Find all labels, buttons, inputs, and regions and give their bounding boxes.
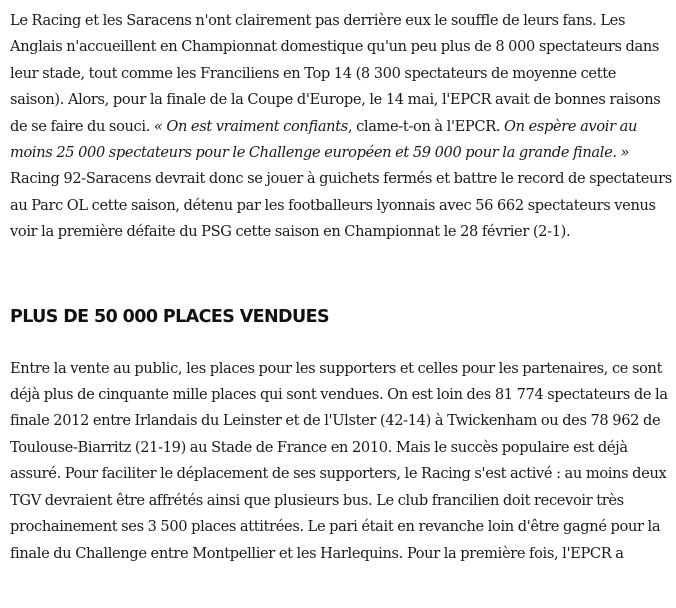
section-heading: PLUS DE 50 000 PLACES VENDUES	[10, 306, 329, 327]
paragraph-ticket-sales: Entre la vente au public, les places pour les supporters et celles pour les partenaires, ce sont déjà plus de cinquante mille places qui sont vendues. On est loin des 81 774 spectateurs de la finale 2012 entre Irlandais du Leinster et de l'Ulster (42-14) à Twickenham ou des 78 962 de Toulouse-Biarritz (21-19) au Stade de France en 2010. Mais le succès populaire est déjà assuré. Pour faciliter le déplacement de ses supporters, le Racing s'est activé : au moins deux TGV devraient être affrétés ainsi que plusieurs bus. Le club francilien doit recevoir très prochainement ses 3 500 places attitrées. Le pari était en revanche loin d'être gagné pour la finale du Challenge entre Montpellier et les Harlequins. Pour la première fois, l'EPCR a	[10, 359, 668, 562]
quote-text: « On est vraiment confiants	[153, 117, 348, 135]
paragraph-fans	[10, 0, 672, 246]
article-body	[10, 0, 672, 567]
quote-text: On espère avoir au moins 25 000 spectateurs pour le Challenge européen et 59 000 pour la grande finale. »	[10, 117, 637, 162]
paragraph-text: , clame-t-on à l'EPCR.	[347, 117, 505, 135]
paragraph-text: Le Racing et les Saracens n'ont clairement pas derrière eux le souffle de leurs fans. Les Anglais n'accueillent en Championnat domestique qu'un peu plus de 8 000 spectateurs dans leur stade, tout comme les Franciliens en Top 14 (8 300 spectateurs de moyenne cette saison). Alors, pour la finale de la Coupe d'Europe, le 14 mai, l'EPCR avait de bonnes raisons de se faire du souci.	[10, 12, 661, 135]
paragraph-text: Racing 92-Saracens devrait donc se jouer à guichets fermés et battre le record de spectateurs au Parc OL cette saison, détenu par les footballeurs lyonnais avec 56 662 spectateurs venus voir la première défaite du PSG cette saison en Championnat le 28 février (2-1).	[10, 170, 672, 241]
